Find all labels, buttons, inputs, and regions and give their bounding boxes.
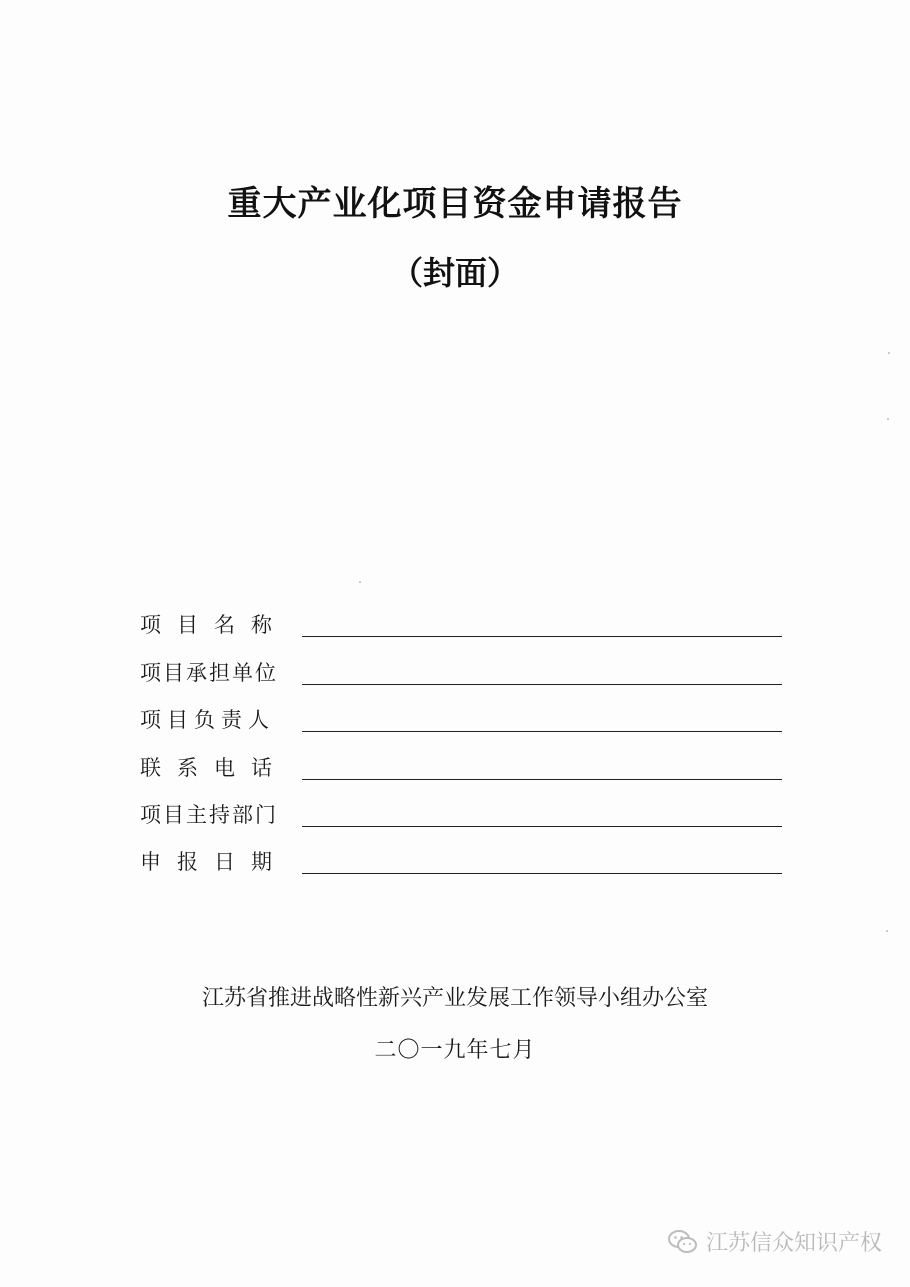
scan-speck (886, 930, 888, 932)
form-label: 联系电话 (140, 755, 288, 780)
fill-in-line (302, 731, 782, 732)
form-row-application-date (140, 833, 790, 880)
issuer: 江苏省推进战略性新兴产业发展工作领导小组办公室 (201, 986, 708, 1011)
fill-in-line (302, 779, 782, 780)
form-label: 项目主持部门 (140, 802, 278, 827)
form-label: 项目名称 (140, 613, 288, 638)
scan-speck (887, 418, 889, 420)
form-row-host-department (140, 786, 790, 833)
fill-in-line (302, 873, 782, 874)
form-row-undertaking-unit (140, 643, 790, 690)
watermark (668, 1226, 882, 1257)
wechat-icon (668, 1229, 698, 1255)
scan-speck (359, 581, 361, 583)
form-label: 项目负责人 (140, 708, 275, 733)
fill-in-line (302, 826, 782, 827)
form-row-project-leader (140, 691, 790, 738)
fill-in-line (302, 684, 782, 685)
form-row-phone (140, 738, 790, 785)
form-label: 项目承担单位 (140, 660, 278, 685)
document-title: 重大产业化项目资金申请报告 (227, 184, 683, 224)
form-label: 申报日期 (140, 850, 288, 875)
issue-date: 二〇一九年七月 (374, 1038, 536, 1063)
watermark-text: 江苏信众知识产权 (705, 1230, 882, 1255)
form-row-project-name (140, 596, 790, 643)
fill-in-line (302, 636, 782, 637)
cover-form (140, 596, 790, 880)
document-subtitle: （封面） (390, 254, 519, 292)
scan-speck (888, 352, 890, 354)
